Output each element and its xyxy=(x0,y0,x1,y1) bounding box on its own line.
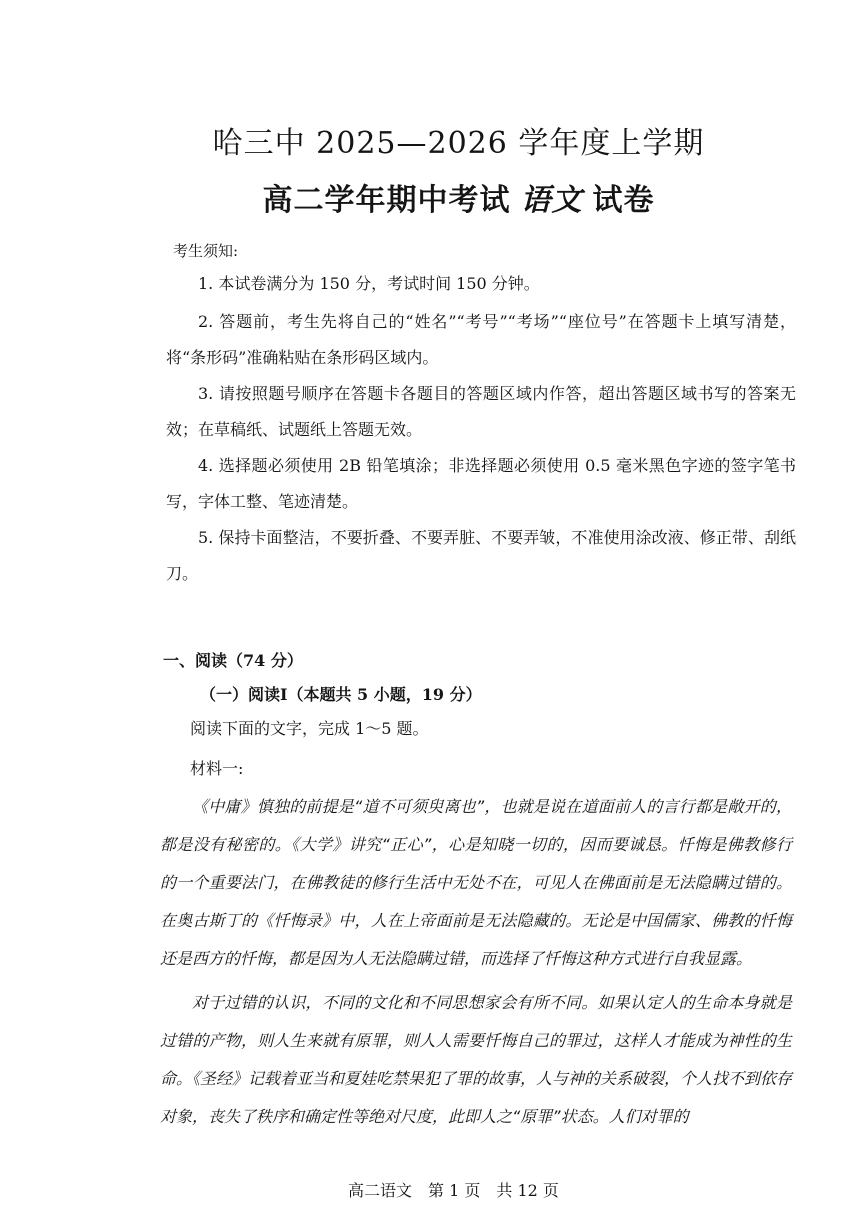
notice-item: 1. 本试卷满分为 150 分，考试时间 150 分钟。 xyxy=(198,274,540,293)
subsection-heading: （一）阅读Ⅰ（本题共 5 小题，19 分） xyxy=(200,685,482,704)
material-label: 材料一: xyxy=(190,759,244,778)
notice-item: 2. 答题前，考生先将自己的“姓名”“考号”“考场”“座位号”在答题卡上填写清楚，将“条形码”准确粘贴在条形码区域内。 xyxy=(166,312,796,367)
page-footer: 高二语文 第 1 页 共 12 页 xyxy=(348,1181,559,1200)
notice-item: 3. 请按照题号顺序在答题卡各题目的答题区域内作答，超出答题区域书写的答案无效；在草稿纸、试题纸上答题无效。 xyxy=(166,384,796,439)
reading-instruction: 阅读下面的文字，完成 1～5 题。 xyxy=(190,719,429,738)
notice-heading: 考生须知: xyxy=(173,242,239,260)
exam-title-line2 xyxy=(0,175,867,219)
title-subject: 语文 xyxy=(520,183,583,218)
notice-list xyxy=(166,266,796,592)
title-suffix: 试卷 xyxy=(592,183,655,218)
notice-item: 5. 保持卡面整洁，不要折叠、不要弄脏、不要弄皱，不准使用涂改液、修正带、刮纸刀。 xyxy=(166,528,796,583)
section-heading: 一、阅读（74 分） xyxy=(163,651,303,670)
exam-title-line1: 哈三中 2025—2026 学年度上学期 xyxy=(212,126,705,161)
notice-item: 4. 选择题必须使用 2B 铅笔填涂；非选择题必须使用 0.5 毫米黑色字迹的签字笔书写，字体工整、笔迹清楚。 xyxy=(166,456,796,511)
material-paragraph: 《中庸》慎独的前提是“道不可须臾离也”，也就是说在道面前人的言行都是敞开的，都是没有秘密的。《大学》讲究“正心”，心是知晓一切的，因而要诚恳。忏悔是佛教修行的一个重要法门，在佛教徒的修行生活中无处不在，可见人在佛面前是无法隐瞒过错的。在奥古斯丁的《忏悔录》中，人在上帝面前是无法隐藏的。无论是中国儒家、佛教的忏悔还是西方的忏悔，都是因为人无法隐瞒过错，而选择了忏悔这种方式进行自我显露。 xyxy=(160,797,792,968)
title-prefix: 高二学年期中考试 xyxy=(262,183,511,218)
material-text xyxy=(160,788,792,1136)
material-paragraph: 对于过错的认识，不同的文化和不同思想家会有所不同。如果认定人的生命本身就是过错的产物，则人生来就有原罪，则人人需要忏悔自己的罪过，这样人才能成为神性的生命。《圣经》记载着亚当和夏娃吃禁果犯了罪的故事，人与神的关系破裂，个人找不到依存对象，丧失了秩序和确定性等绝对尺度，此即人之“原罪”状态。人们对罪的 xyxy=(160,993,793,1126)
